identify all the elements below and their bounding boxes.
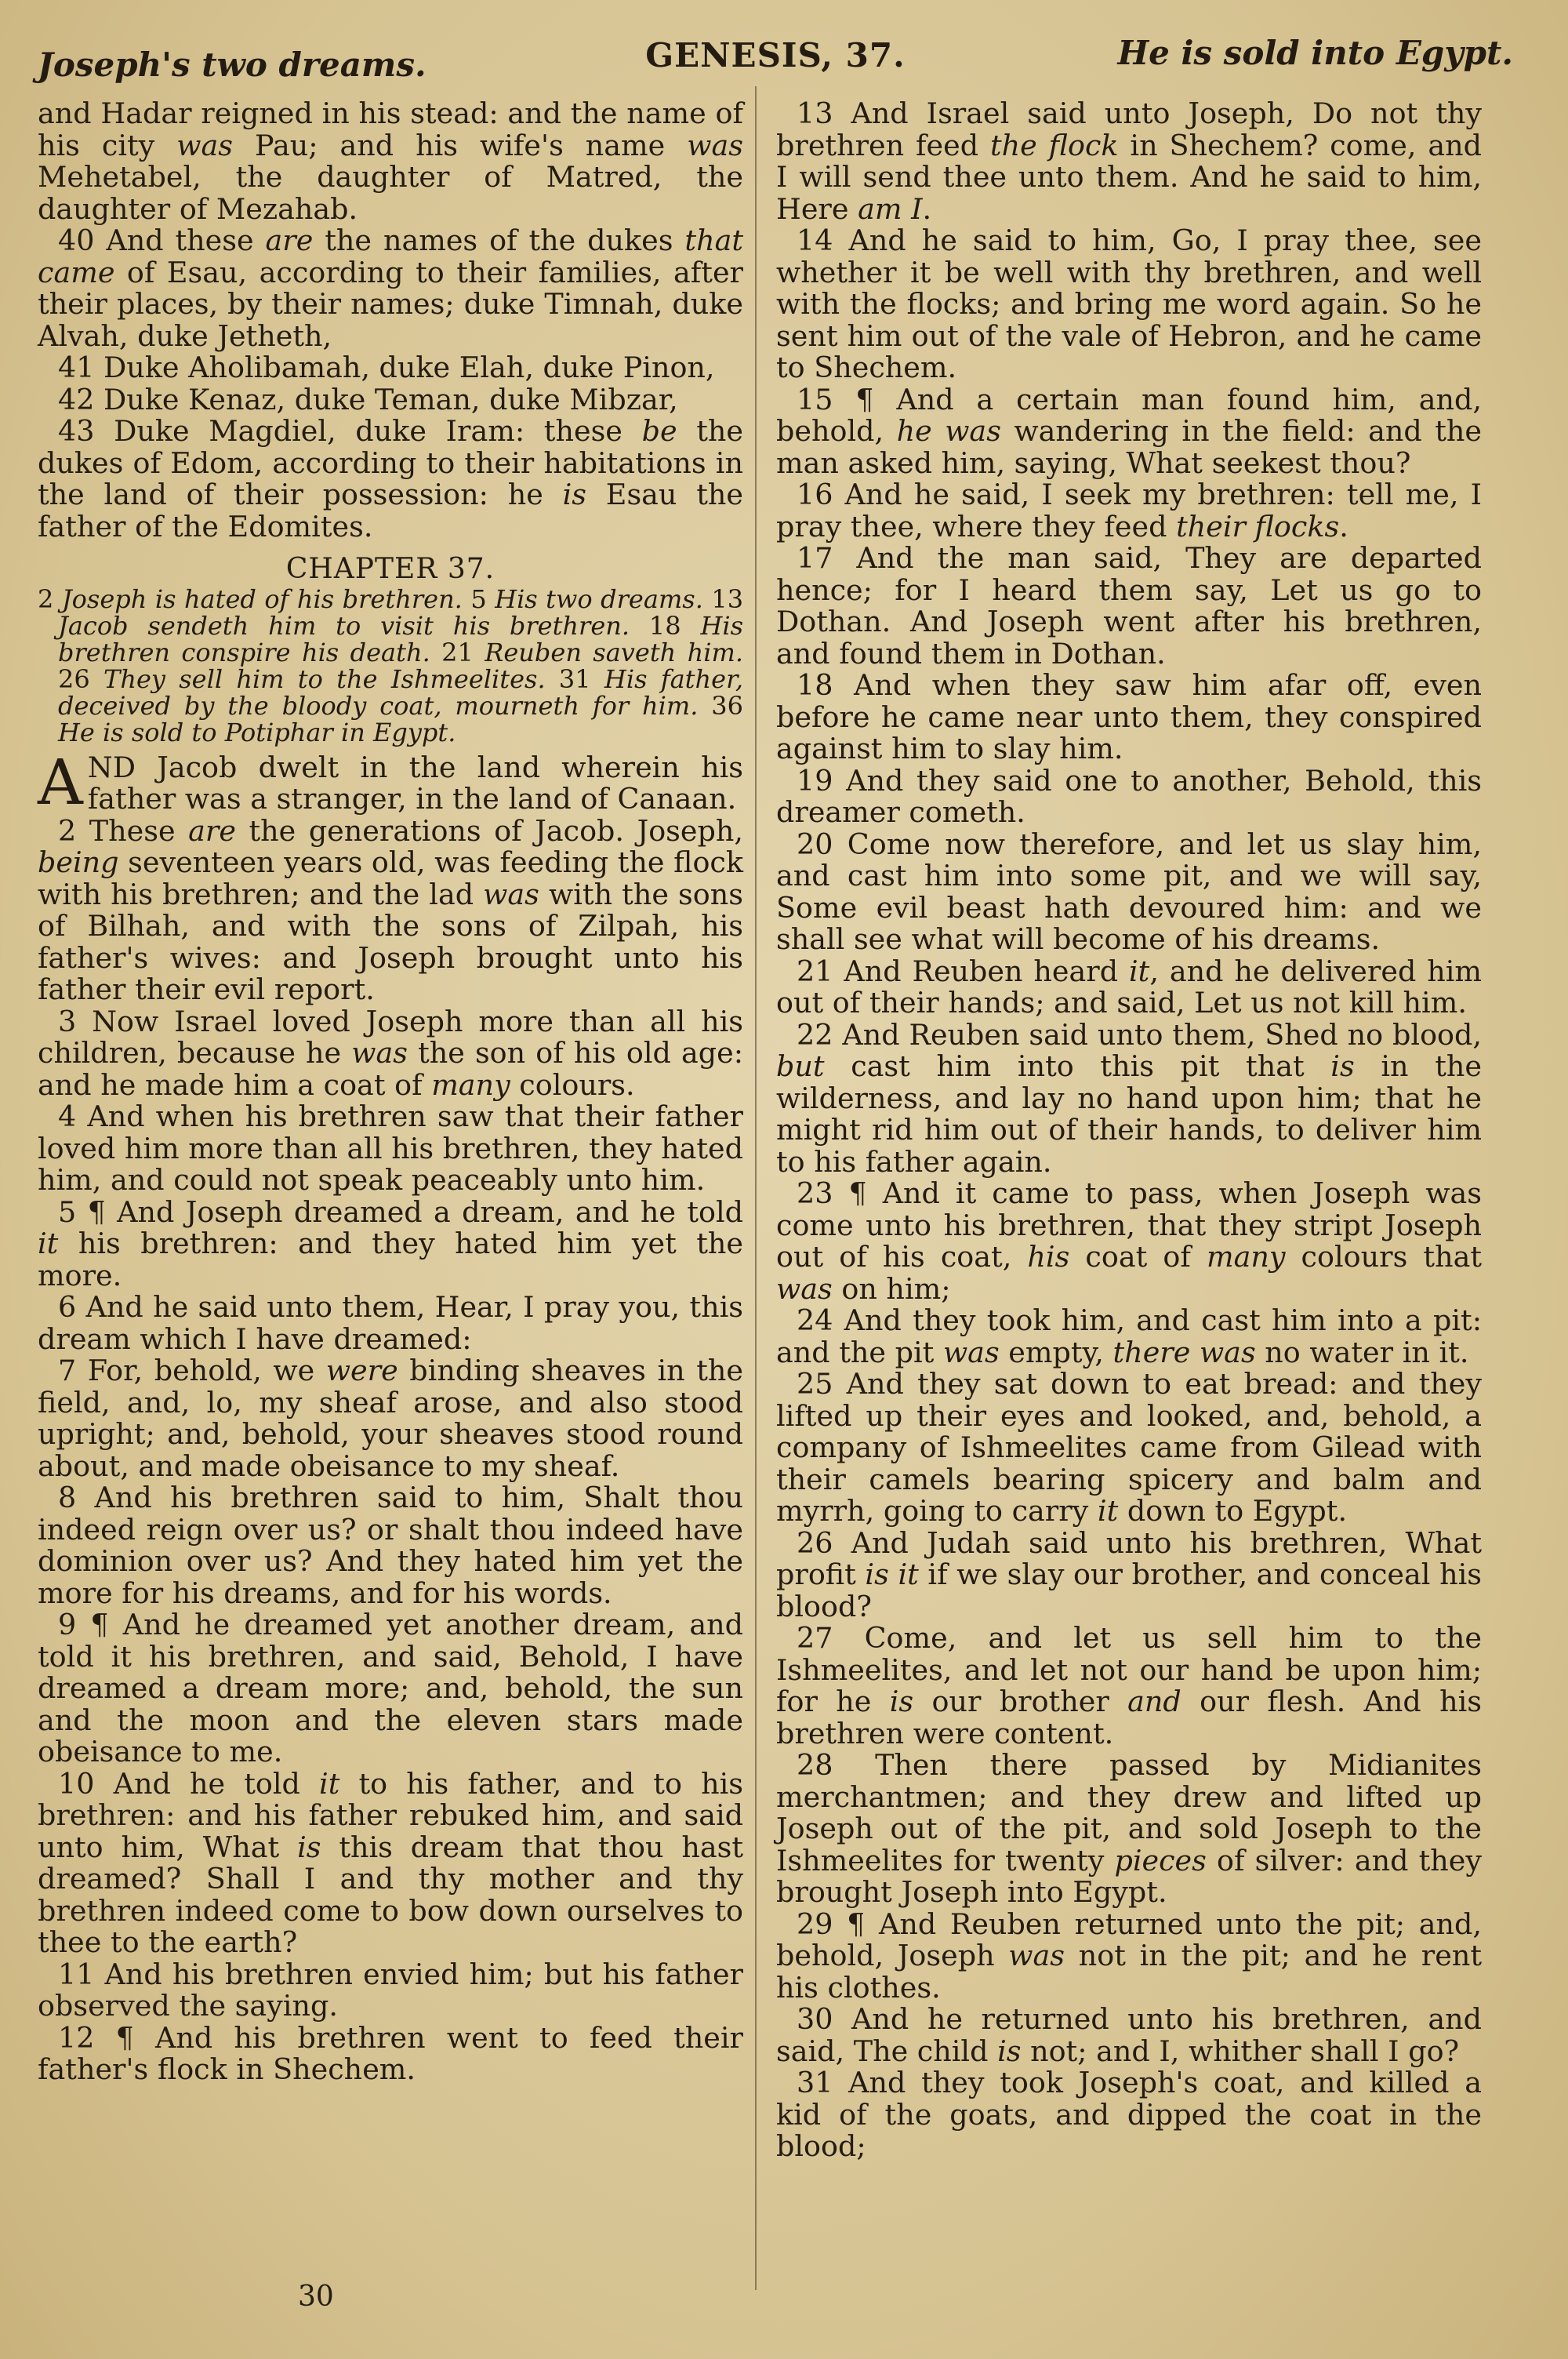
italic-text: was bbox=[176, 128, 234, 162]
verse-paragraph bbox=[776, 1750, 1482, 1909]
verse-text: 27 Come, and let us sell him to the Ishmeelites, and let not our hand be upon him; for he bbox=[776, 1621, 1482, 1718]
italic-text: is it bbox=[865, 1558, 919, 1591]
summary-verse-number: 2 bbox=[38, 583, 54, 614]
verse-text: not in the pit; and he rent his clothes. bbox=[776, 1939, 1482, 2005]
verse-text: , and he delivered him out of their hands; and said, Let us not kill him. bbox=[776, 954, 1482, 1020]
header-book-chapter: GENESIS, 37. bbox=[645, 36, 906, 75]
italic-text: he was bbox=[896, 414, 1001, 448]
italic-text: many bbox=[1206, 1240, 1286, 1274]
verse-paragraph bbox=[776, 225, 1482, 384]
summary-text: Reuben saveth him. bbox=[485, 637, 744, 667]
italic-text: was bbox=[776, 1271, 833, 1306]
verse-text: 2 These bbox=[58, 813, 189, 848]
verse-text: down to Egypt. bbox=[1118, 1494, 1348, 1528]
verse-paragraph bbox=[38, 2020, 743, 2086]
verse-text: 20 Come now therefore, and let us slay him, and cast him into some pit, and we will say, Some evil beast hath devoured him: and we shall see what will become of his dreams. bbox=[776, 827, 1482, 956]
verse-text: our flesh. And his brethren were content. bbox=[776, 1685, 1483, 1750]
chapter-summary bbox=[38, 583, 744, 747]
italic-text: and bbox=[1127, 1685, 1181, 1718]
summary-text: Joseph is hated of his brethren. bbox=[61, 583, 463, 614]
verse-text: 40 And these bbox=[58, 224, 266, 257]
summary-verse-number: 21 bbox=[441, 637, 474, 667]
verse-text: 11 And his brethren envied him; but his father observed the saying. bbox=[38, 1957, 743, 2023]
verse-text: the son of his old age: and he made him a coat of bbox=[38, 1036, 743, 1102]
summary-text: They sell him to the Ishmeelites. bbox=[103, 663, 546, 694]
italic-text: but bbox=[776, 1049, 825, 1083]
verse-text: 28 Then there passed by Midianites merchantmen; and they drew and lifted up Joseph out of the pit, and sold Joseph to the Ishmeelites for twenty bbox=[776, 1748, 1482, 1877]
italic-text: his bbox=[1027, 1240, 1070, 1274]
verse-paragraph bbox=[776, 670, 1482, 765]
verse-text: 21 And Reuben heard bbox=[797, 954, 1129, 988]
italic-text: was bbox=[483, 877, 539, 911]
verse-text: and Hadar reigned in his stead: and the name of his city bbox=[38, 96, 743, 162]
chapter-heading: CHAPTER 37. bbox=[285, 553, 495, 585]
verse-text: our brother bbox=[913, 1685, 1128, 1718]
verse-paragraph bbox=[38, 1006, 743, 1102]
summary-text: Jacob sendeth him to visit his brethren. bbox=[58, 610, 630, 641]
italic-text: their flocks bbox=[1176, 509, 1340, 543]
verse-text: cast him into this pit that bbox=[824, 1049, 1331, 1083]
summary-verse-number: 18 bbox=[648, 610, 681, 641]
column-divider bbox=[755, 86, 757, 2290]
verse-text: coat of bbox=[1069, 1240, 1207, 1274]
verse-text: 43 Duke Magdiel, duke Iram: these bbox=[58, 414, 642, 448]
verse-text: 17 And the man said, They are departed hence; for I heard them say, Let us go to Dothan. And Joseph went after his brethren, and found them in Dothan. bbox=[776, 541, 1482, 671]
italic-text: many bbox=[431, 1067, 510, 1102]
verse-paragraph bbox=[38, 1768, 743, 1959]
italic-text: is bbox=[297, 1830, 321, 1864]
italic-text: was bbox=[942, 1335, 1000, 1369]
verse-text: in the wilderness, and lay no hand upon him; that he might rid him out of their hands, to deliver him to his father again. bbox=[776, 1049, 1482, 1179]
verse-paragraph bbox=[776, 1525, 1482, 1623]
italic-text: am I bbox=[858, 191, 923, 226]
verse-text: 31 And they took Joseph's coat, and killed a kid of the goats, and dipped the coat in the blood; bbox=[776, 2066, 1482, 2163]
italic-text: was bbox=[687, 128, 743, 162]
verse-paragraph bbox=[776, 1017, 1482, 1179]
summary-text: His brethren conspire his death. bbox=[58, 610, 744, 667]
verse-text: 10 And he told bbox=[58, 1766, 320, 1801]
verse-text: Esau the father of the Edomites. bbox=[38, 478, 744, 543]
italic-text: was bbox=[351, 1036, 408, 1070]
verse-text: 19 And they said one to another, Behold, this dreamer cometh. bbox=[776, 763, 1482, 829]
verse-text: the names of the dukes bbox=[313, 224, 685, 257]
verse-paragraph bbox=[776, 98, 1482, 225]
verse-text: 30 And he returned unto his brethren, and said, The child bbox=[776, 2002, 1482, 2068]
summary-verse-number: 26 bbox=[58, 663, 90, 694]
verse-text: 22 And Reuben said unto them, Shed no blood, bbox=[797, 1017, 1482, 1052]
verse-paragraph bbox=[776, 829, 1482, 956]
verse-text: 6 And he said unto them, Hear, I pray you, this dream which I have dreamed: bbox=[38, 1290, 743, 1356]
verse-paragraph bbox=[776, 1623, 1482, 1750]
italic-text: is bbox=[997, 2034, 1022, 2068]
italic-text: are bbox=[265, 224, 314, 257]
verse-paragraph bbox=[38, 1609, 743, 1768]
verse-1 bbox=[38, 745, 743, 819]
italic-text: there was bbox=[1112, 1335, 1256, 1369]
verse-text: his brethren: and they hated him yet the more. bbox=[38, 1227, 743, 1292]
verse-paragraph bbox=[776, 1305, 1482, 1369]
drop-cap: A bbox=[38, 745, 83, 819]
verse-paragraph bbox=[38, 1959, 743, 2023]
italic-text: pieces bbox=[1114, 1843, 1207, 1877]
italic-text: that came bbox=[38, 224, 744, 289]
verse-text: 8 And his brethren said to him, Shalt thou indeed reign over us? or shalt thou indeed have dominion over us? And they hated him yet the more for his dreams, and for his words. bbox=[38, 1481, 743, 1610]
verse-paragraph bbox=[776, 479, 1482, 543]
verse-paragraph bbox=[38, 1482, 743, 1609]
verse-text: 24 And they took him, and cast him into a pit: and the pit bbox=[776, 1303, 1482, 1369]
verse-paragraph bbox=[38, 813, 743, 1006]
verse-text: 12 ¶ And his brethren went to feed their father's flock in Shechem. bbox=[38, 2020, 743, 2086]
verse-1-text: ND Jacob dwelt in the land wherein his father was a stranger, in the land of Canaan. bbox=[87, 750, 743, 816]
verse-paragraph bbox=[776, 1369, 1482, 1528]
verse-text: 5 ¶ And Joseph dreamed a dream, and he told bbox=[58, 1194, 743, 1229]
verse-text: 14 And he said to him, Go, I pray thee, see whether it be well with thy brethren, and well with the flocks; and bring me word again. So he sent him out of the vale of Hebron, and he came to Shechem. bbox=[776, 224, 1482, 384]
verse-paragraph bbox=[776, 384, 1482, 480]
summary-verse-number: 36 bbox=[711, 690, 744, 721]
italic-text: it bbox=[319, 1766, 340, 1801]
verse-text: . bbox=[922, 191, 932, 226]
italic-text: is bbox=[562, 478, 587, 511]
italic-text: is bbox=[889, 1685, 914, 1718]
verse-text: 16 And he said, I seek my brethren: tell me, I pray thee, where they feed bbox=[776, 478, 1482, 543]
verse-paragraph bbox=[38, 384, 743, 416]
verse-text: 23 ¶ And it came to pass, when Joseph was come unto his brethren, that they stript Joseph out of his coat, bbox=[776, 1176, 1482, 1274]
verse-text: 15 ¶ And a certain man found him, and, behold, bbox=[776, 382, 1482, 448]
verse-text: Pau; and his wife's name bbox=[233, 128, 688, 162]
verse-paragraph bbox=[776, 1178, 1482, 1305]
verse-paragraph bbox=[38, 352, 743, 384]
italic-text: it bbox=[1129, 954, 1150, 988]
verse-text: . bbox=[1339, 509, 1348, 543]
verse-text: of silver: and they brought Joseph into Egypt. bbox=[776, 1843, 1482, 1909]
verse-paragraph bbox=[38, 1101, 743, 1197]
verse-text: colours. bbox=[510, 1067, 635, 1102]
verse-text: colours that bbox=[1285, 1240, 1483, 1274]
summary-verse-number: 13 bbox=[711, 583, 744, 614]
verse-text: to his father, and to his brethren: and his father rebuked him, and said unto him, What bbox=[38, 1766, 743, 1864]
verse-text: the generations of Jacob. Joseph, bbox=[235, 813, 743, 848]
running-header bbox=[38, 30, 1513, 85]
verse-text: 3 Now Israel loved Joseph more than all his children, because he bbox=[38, 1004, 743, 1070]
previous-chapter-verses bbox=[38, 98, 743, 543]
page-number: 30 bbox=[298, 2281, 334, 2313]
right-column bbox=[776, 98, 1482, 2163]
verse-paragraph bbox=[776, 543, 1482, 670]
verse-text: if we slay our brother, and conceal his blood? bbox=[776, 1558, 1482, 1623]
verse-text: on him; bbox=[832, 1271, 951, 1306]
summary-text: His father, deceived by the bloody coat, mourneth for him. bbox=[58, 663, 744, 721]
header-right-title: He is sold into Egypt. bbox=[1117, 34, 1513, 72]
italic-text: it bbox=[38, 1227, 59, 1260]
summary-verse-number: 31 bbox=[558, 663, 591, 694]
verse-text: binding sheaves in the field, and, lo, my sheaf arose, and also stood upright; and, behold, your sheaves stood round about, and made obeisance to my sheaf. bbox=[38, 1354, 743, 1483]
verse-text: this dream that thou hast dreamed? Shall I and thy mother and thy brethren indeed come to bow down ourselves to thee to the earth? bbox=[38, 1830, 744, 1959]
left-verses bbox=[38, 813, 744, 2086]
verse-text: 26 And Judah said unto his brethren, What profit bbox=[776, 1525, 1482, 1591]
italic-text: were bbox=[325, 1354, 398, 1387]
verse-text: 4 And when his brethren saw that their father loved him more than all his brethren, they hated him, and could not speak peaceably unto him. bbox=[38, 1100, 743, 1197]
verse-text: 7 For, behold, we bbox=[58, 1354, 326, 1387]
verse-text: empty, bbox=[999, 1335, 1113, 1369]
verse-text: the dukes of Edom, according to their habitations in the land of their possession: he bbox=[38, 414, 743, 511]
verse-text: with the sons of Bilhah, and with the sons of Zilpah, his father's wives: and Joseph brought unto his father their evil report. bbox=[38, 877, 743, 1006]
verse-text: 13 And Israel said unto Joseph, Do not thy brethren feed bbox=[776, 96, 1482, 162]
italic-text: was bbox=[1008, 1939, 1065, 1972]
left-column bbox=[38, 98, 743, 2086]
verse-paragraph bbox=[776, 765, 1482, 829]
verse-text: 9 ¶ And he dreamed yet another dream, and told it his brethren, and said, Behold, I have dreamed a dream more; and, behold, the sun and the moon and the eleven stars made obeisance to me. bbox=[38, 1608, 743, 1768]
verse-text: 25 And they sat down to eat bread: and they lifted up their eyes and looked, and, behold, a company of Ishmeelites came from Gilead with their camels bearing spicery and balm and myrrh, going to carry bbox=[776, 1367, 1482, 1528]
verse-text: 41 Duke Aholibamah, duke Elah, duke Pinon, bbox=[58, 351, 715, 384]
verse-paragraph bbox=[776, 2004, 1482, 2067]
verse-paragraph bbox=[38, 1194, 743, 1292]
italic-text: the flock bbox=[990, 128, 1119, 162]
verse-paragraph bbox=[776, 1906, 1482, 2005]
italic-text: are bbox=[188, 813, 236, 848]
verse-text: no water in it. bbox=[1255, 1335, 1469, 1369]
verse-text: of Esau, according to their families, after their places, by their names; duke Timnah, duke Alvah, duke Jetheth, bbox=[38, 255, 743, 353]
italic-text: is bbox=[1330, 1049, 1355, 1083]
verse-text: Mehetabel, the daughter of Matred, the daughter of Mezahab. bbox=[38, 160, 743, 226]
summary-verse-number: 5 bbox=[470, 583, 487, 614]
verse-text: in Shechem? come, and I will send thee unto them. And he said to him, Here bbox=[776, 128, 1482, 226]
right-verses bbox=[776, 98, 1482, 2163]
summary-text: He is sold to Potiphar in Egypt. bbox=[58, 717, 456, 747]
verse-paragraph bbox=[38, 225, 743, 352]
verse-text: 29 ¶ And Reuben returned unto the pit; and, behold, Joseph bbox=[776, 1906, 1482, 1972]
verse-text: 18 And when they saw him afar off, even before he came near unto them, they conspired against him to slay him. bbox=[776, 668, 1482, 765]
verse-paragraph bbox=[38, 98, 743, 225]
italic-text: it bbox=[1097, 1494, 1119, 1528]
verse-paragraph bbox=[776, 956, 1482, 1020]
summary-text: His two dreams. bbox=[495, 583, 703, 614]
italic-text: being bbox=[38, 845, 119, 879]
header-left-title: Joseph's two dreams. bbox=[38, 45, 426, 84]
verse-text: 42 Duke Kenaz, duke Teman, duke Mibzar, bbox=[58, 382, 678, 416]
italic-text: be bbox=[641, 414, 677, 448]
verse-text: seventeen years old, was feeding the flock with his brethren; and the lad bbox=[38, 845, 743, 911]
verse-paragraph bbox=[776, 2067, 1482, 2163]
verse-paragraph bbox=[38, 1355, 743, 1482]
verse-text: wandering in the field: and the man asked him, saying, What seekest thou? bbox=[776, 414, 1483, 480]
verse-paragraph bbox=[38, 416, 743, 543]
verse-paragraph bbox=[38, 1292, 743, 1355]
verse-text: not; and I, whither shall I go? bbox=[1021, 2034, 1460, 2068]
